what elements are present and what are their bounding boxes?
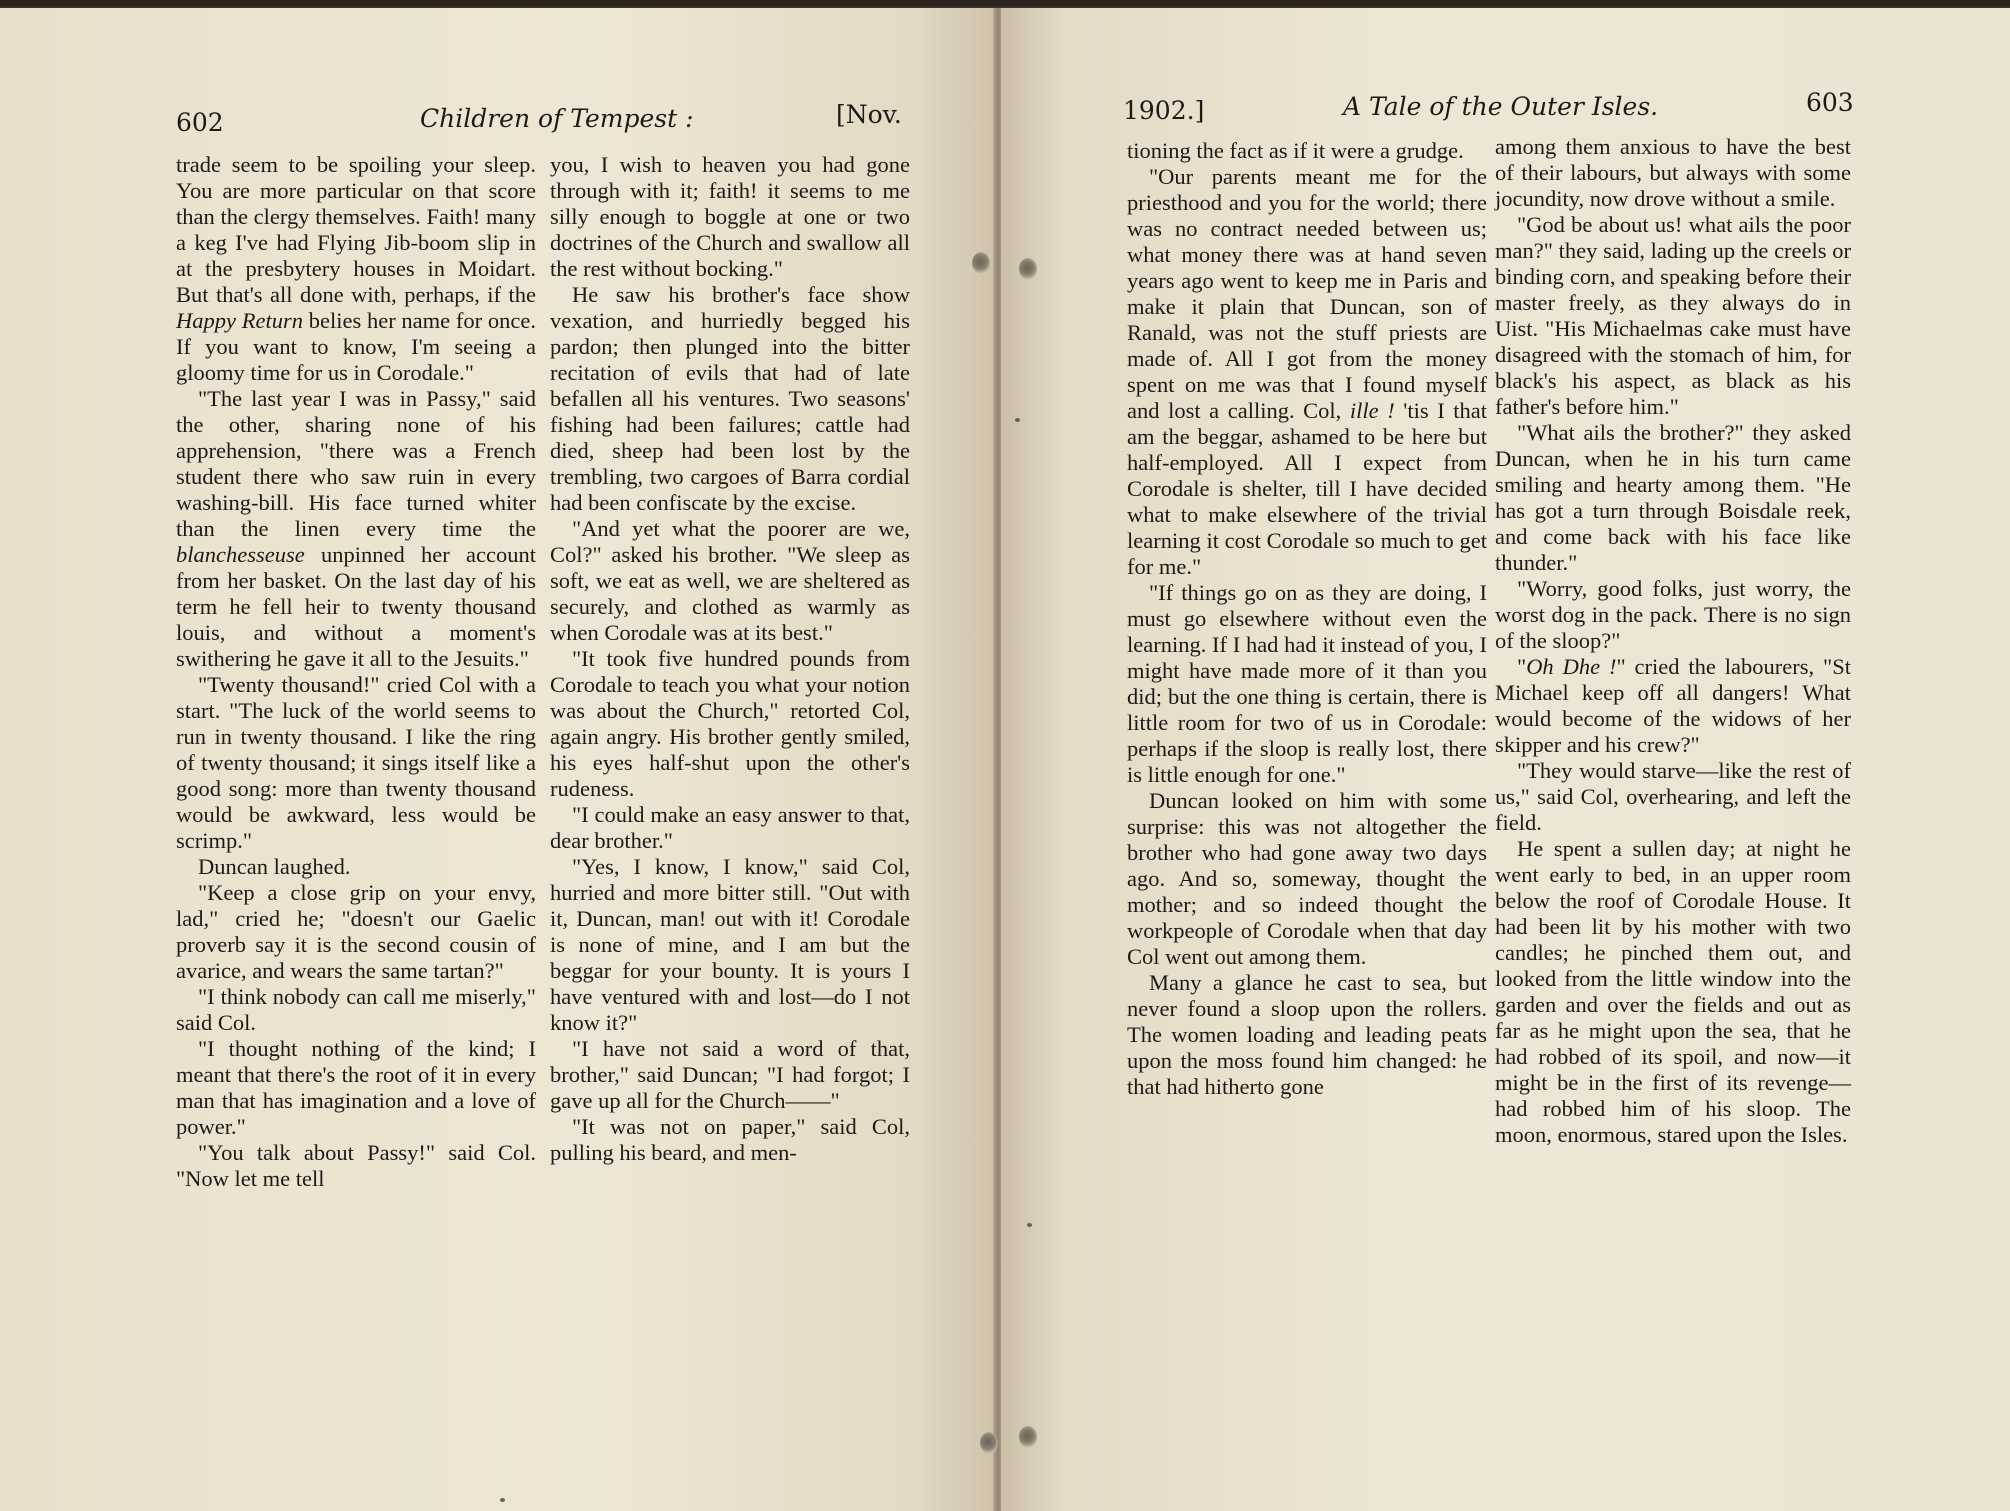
italic-text: Oh Dhe !	[1526, 654, 1617, 679]
paragraph-text: "I have not said a word of that, brother," said Duncan; "I had forgot; I gave up all for the Church——"	[550, 1036, 910, 1113]
italic-text: ille !	[1349, 398, 1395, 423]
paragraph	[1495, 134, 1851, 212]
paragraph-text: "Yes, I know, I know," said Col, hurried and more bitter still. "Out with it, Duncan, man! out with it! Corodale is none of mine, and I am but the beggar for your bounty. It is yours I have ventured with and lost—do I not know it?"	[550, 854, 910, 1035]
paragraph-text: trade seem to be spoiling your sleep. You are more particular on that score than the clergy themselves. Faith! many a keg I've had Flying Jib-boom slip in at the presbytery houses in Moidart. But that's all done with, perhaps, if the	[176, 152, 536, 307]
paragraph	[550, 282, 910, 516]
paragraph	[176, 880, 536, 984]
paragraph	[550, 1036, 910, 1114]
paragraph-text: "I think nobody can call me miserly," said Col.	[176, 984, 536, 1035]
paragraph-text: "If things go on as they are doing, I must go elsewhere without even the learning. If I had had it instead of you, I might have made more of it than you did; but the one thing is certain, there is little room for two of us in Corodale: perhaps if the sloop is really lost, there is little enough for one."	[1127, 580, 1487, 787]
paragraph	[1127, 788, 1487, 970]
paragraph-text: "Twenty thousand!" cried Col with a start. "The luck of the world seems to run in twenty thousand. I like the ring of twenty thousand; it sings itself like a good song: more than twenty thousand would be awkward, less would be scrimp."	[176, 672, 536, 853]
paragraph-text: unpinned her account from her basket. On the last day of his term he fell heir to twenty thousand louis, and without a moment's swithering he gave it all to the Jesuits."	[176, 542, 536, 671]
paragraph	[550, 802, 910, 854]
paragraph	[550, 516, 910, 646]
binding-hole	[1019, 1426, 1037, 1448]
paragraph-text: "I could make an easy answer to that, dear brother."	[550, 802, 910, 853]
paragraph-text: Duncan laughed.	[198, 854, 351, 879]
paragraph	[1127, 580, 1487, 788]
paragraph-text: Many a glance he cast to sea, but never found a sloop upon the rollers. The women loading and leading peats upon the moss found him changed: he that had hitherto gone	[1127, 970, 1487, 1099]
paragraph-text: among them anxious to have the best of their labours, but always with some jocundity, now drove without a smile.	[1495, 134, 1851, 211]
left-page-column-2	[550, 152, 910, 1166]
binding-hole	[980, 1432, 998, 1454]
paragraph	[1495, 654, 1851, 758]
page-number: 603	[1806, 88, 1854, 117]
paragraph-text: "God be about us! what ails the poor man?" they said, lading up the creels or binding corn, and speaking before their master freely, as they always do in Uist. "His Michaelmas cake must have disagreed with the stomach of him, for black's his aspect, as black as his father's before him."	[1495, 212, 1851, 419]
paragraph-text: " cried the labourers, "St Michael keep off all dangers! What would become of the widows of her skipper and his crew?"	[1495, 654, 1851, 757]
left-page-column-1	[176, 152, 536, 1192]
paragraph	[550, 152, 910, 282]
italic-text: Happy Return	[176, 308, 303, 333]
right-page-column-2	[1495, 134, 1851, 1148]
italic-text: blanchesseuse	[176, 542, 305, 567]
paragraph-text: "The last year I was in Passy," said the other, sharing none of his apprehension, "there was a French student there who saw ruin in every washing-bill. His face turned whiter than the linen every time the	[176, 386, 536, 541]
paragraph	[1127, 970, 1487, 1100]
paragraph-text: "Our parents meant me for the priesthood and you for the world; there was no contract needed between us; what money there was at hand seven years ago went to keep me in Paris and make it plain that Duncan, son of Ranald, was not the stuff priests are made of. All I got from the money spent on me was that I found myself and lost a calling. Col,	[1127, 164, 1487, 423]
paragraph-text: you, I wish to heaven you had gone through with it; faith! it seems to me silly enough to boggle at one or two doctrines of the Church and swallow all the rest without bocking."	[550, 152, 910, 281]
paragraph	[1127, 138, 1487, 164]
paragraph-text: "And yet what the poorer are we, Col?" asked his brother. "We sleep as soft, we eat as well, we are sheltered as securely, and clothed as warmly as when Corodale was at its best."	[550, 516, 910, 645]
paragraph-text: "It took five hundred pounds from Corodale to teach you what your notion was about the Church," retorted Col, again angry. His brother gently smiled, his eyes half-shut upon the other's rudeness.	[550, 646, 910, 801]
paragraph-text: "Keep a close grip on your envy, lad," cried he; "doesn't our Gaelic proverb say it is the second cousin of avarice, and wears the same tartan?"	[176, 880, 536, 983]
paragraph-text: "It was not on paper," said Col, pulling his beard, and men-	[550, 1114, 910, 1165]
paragraph-text: "You talk about Passy!" said Col. "Now let me tell	[176, 1140, 536, 1191]
paragraph	[1495, 212, 1851, 420]
paragraph-text: Duncan looked on him with some surprise: this was not altogether the brother who had gone away two days ago. And so, someway, thought the mother; and so indeed thought the workpeople of Corodale when that day Col went out among them.	[1127, 788, 1487, 969]
right-page-column-1	[1127, 138, 1487, 1100]
paragraph	[1495, 420, 1851, 576]
paragraph	[176, 984, 536, 1036]
paragraph-text: "	[1517, 654, 1527, 679]
paragraph	[1495, 758, 1851, 836]
paper-speck	[1015, 418, 1020, 422]
paragraph	[1127, 164, 1487, 580]
paragraph	[176, 386, 536, 672]
paragraph-text: "I thought nothing of the kind; I meant that there's the root of it in every man that has imagination and a love of power."	[176, 1036, 536, 1139]
paragraph-text: belies her name for once. If you want to know, I'm seeing a gloomy time for us in Corodale."	[176, 308, 536, 385]
paragraph	[1495, 836, 1851, 1148]
paragraph	[550, 646, 910, 802]
left-page	[0, 8, 995, 1511]
binding-hole	[1019, 258, 1037, 280]
paper-speck	[500, 1498, 505, 1502]
paper-speck	[1027, 1223, 1032, 1227]
issue-label: [Nov.	[836, 100, 902, 129]
running-title: Children of Tempest :	[420, 104, 694, 133]
right-page	[1001, 8, 2010, 1511]
paragraph	[550, 1114, 910, 1166]
running-title: A Tale of the Outer Isles.	[1343, 92, 1659, 121]
paragraph	[176, 1036, 536, 1140]
paragraph-text: "Worry, good folks, just worry, the worst dog in the pack. There is no sign of the sloop?"	[1495, 576, 1851, 653]
paragraph	[176, 152, 536, 386]
paragraph	[176, 672, 536, 854]
paragraph	[176, 1140, 536, 1192]
paragraph-text: He saw his brother's face show vexation, and hurriedly begged his pardon; then plunged into the bitter recitation of evils that had of late befallen all his ventures. Two seasons' fishing had been failures; cattle had died, sheep had been lost by the trembling, two cargoes of Barra cordial had been confiscate by the excise.	[550, 282, 910, 515]
paragraph	[550, 854, 910, 1036]
paragraph-text: tioning the fact as if it were a grudge.	[1127, 138, 1464, 163]
left-page-header	[0, 100, 995, 140]
paragraph-text: "What ails the brother?" they asked Duncan, when he in his turn came smiling and hearty among them. "He has got a turn through Boisdale reek, and come back with his face like thunder."	[1495, 420, 1851, 575]
binding-hole	[972, 252, 990, 274]
year-label: 1902.]	[1123, 96, 1205, 125]
paragraph-text: He spent a sullen day; at night he went early to bed, in an upper room below the roof of Corodale House. It had been lit by his mother with two candles; he pinched them out, and looked from the little window into the garden and over the fields and out as far as he might upon the sea, that he had robbed of its spoil, and now—it might be in the first of its revenge—had robbed him of his sloop. The moon, enormous, stared upon the Isles.	[1495, 836, 1851, 1147]
page-number: 602	[176, 108, 224, 137]
paragraph	[1495, 576, 1851, 654]
paragraph-text: "They would starve—like the rest of us," said Col, overhearing, and left the field.	[1495, 758, 1851, 835]
paragraph-text: 'tis I that am the beggar, ashamed to be here but half-employed. All I expect from Corodale is shelter, till I have decided what to make elsewhere of the trivial learning it cost Corodale so much to get for me."	[1127, 398, 1488, 579]
paragraph	[176, 854, 536, 880]
